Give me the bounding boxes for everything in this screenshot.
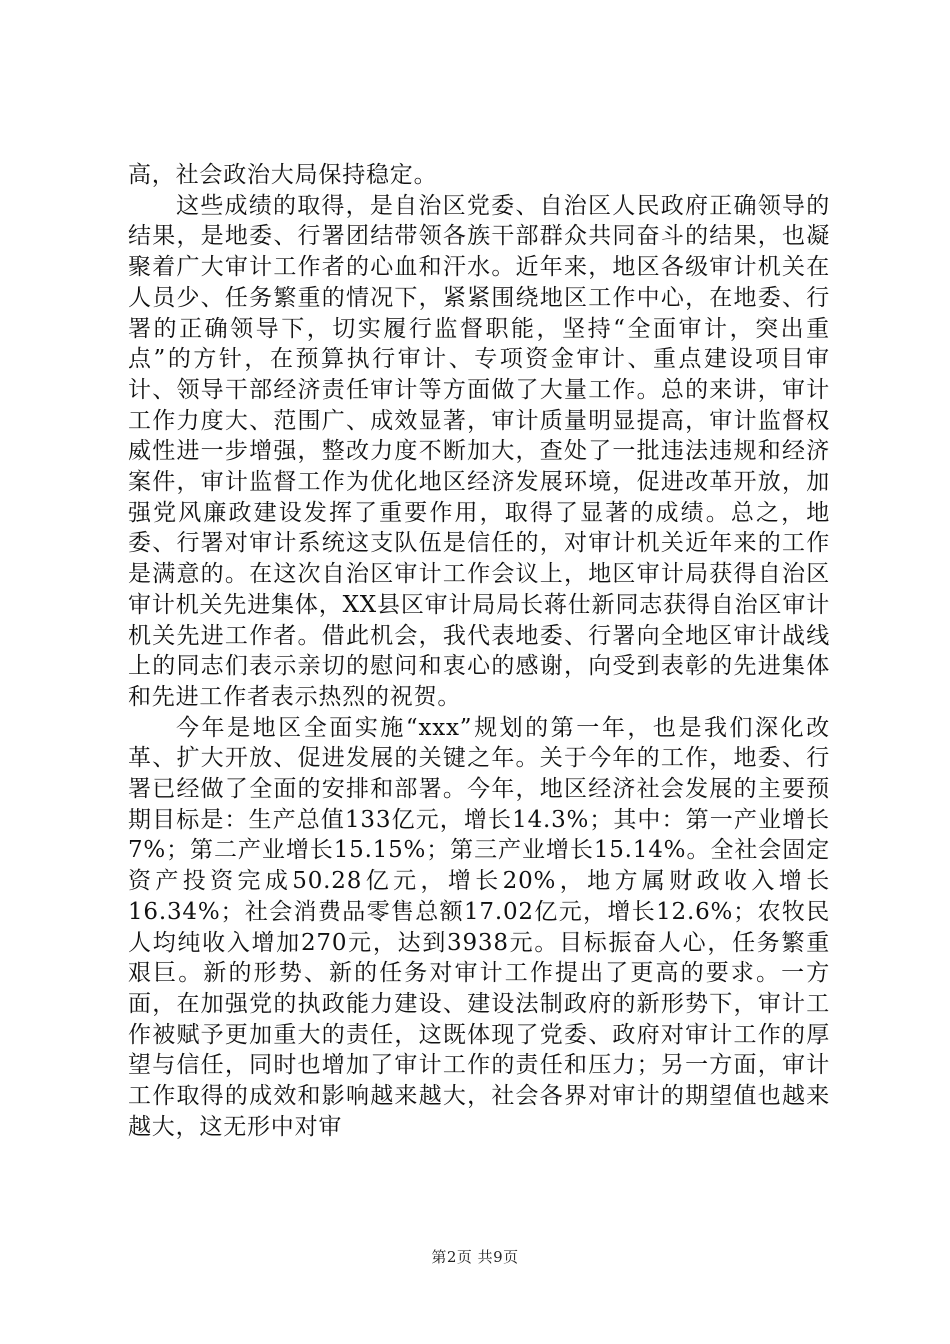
paragraph-this-year: 今年是地区全面实施“xxx”规划的第一年，也是我们深化改革、扩大开放、促进发展的关键之年。关于今年的工作，地委、行署已经做了全面的安排和部署。今年，地区经济社会发展的主要预期目标是：生产总值133亿元，增长14.3%；其中：第一产业增长7%；第二产业增长15.15%；第三产业增长15.14%。全社会固定资产投资完成50.28亿元，增长20%，地方属财政收入增长16.34%；社会消费品零售总额17.02亿元，增长12.6%；农牧民人均纯收入增加270元，达到3938元。目标振奋人心，任务繁重艰巨。新的形势、新的任务对审计工作提出了更高的要求。一方面，在加强党的执政能力建设、建设法制政府的新形势下，审计工作被赋予更加重大的责任，这既体现了党委、政府对审计工作的厚望与信任，同时也增加了审计工作的责任和压力；另一方面，审计工作取得的成效和影响越来越大，社会各界对审计的期望值也越来越大，这无形中对审 xyxy=(128,714,830,1140)
document-body xyxy=(128,160,830,1143)
paragraph-achievements: 这些成绩的取得，是自治区党委、自治区人民政府正确领导的结果，是地委、行署团结带领各族干部群众共同奋斗的结果，也凝聚着广大审计工作者的心血和汗水。近年来，地区各级审计机关在人员少、任务繁重的情况下，紧紧围绕地区工作中心，在地委、行署的正确领导下，切实履行监督职能，坚持“全面审计，突出重点”的方针，在预算执行审计、专项资金审计、重点建设项目审计、领导干部经济责任审计等方面做了大量工作。总的来讲，审计工作力度大、范围广、成效显著，审计质量明显提高，审计监督权威性进一步增强，整改力度不断加大，查处了一批违法违规和经济案件，审计监督工作为优化地区经济发展环境，促进改革开放，加强党风廉政建设发挥了重要作用，取得了显著的成绩。总之，地委、行署对审计系统这支队伍是信任的，对审计机关近年来的工作是满意的。在这次自治区审计工作会议上，地区审计局获得自治区审计机关先进集体，XX县区审计局局长蒋仕新同志获得自治区审计机关先进工作者。借此机会，我代表地委、行署向全地区审计战线上的同志们表示亲切的慰问和衷心的感谢，向受到表彰的先进集体和先进工作者表示热烈的祝贺。 xyxy=(128,192,830,710)
paragraph-continuation: 高，社会政治大局保持稳定。 xyxy=(128,162,438,188)
page-footer: 第2页 共9页 xyxy=(431,1248,519,1266)
